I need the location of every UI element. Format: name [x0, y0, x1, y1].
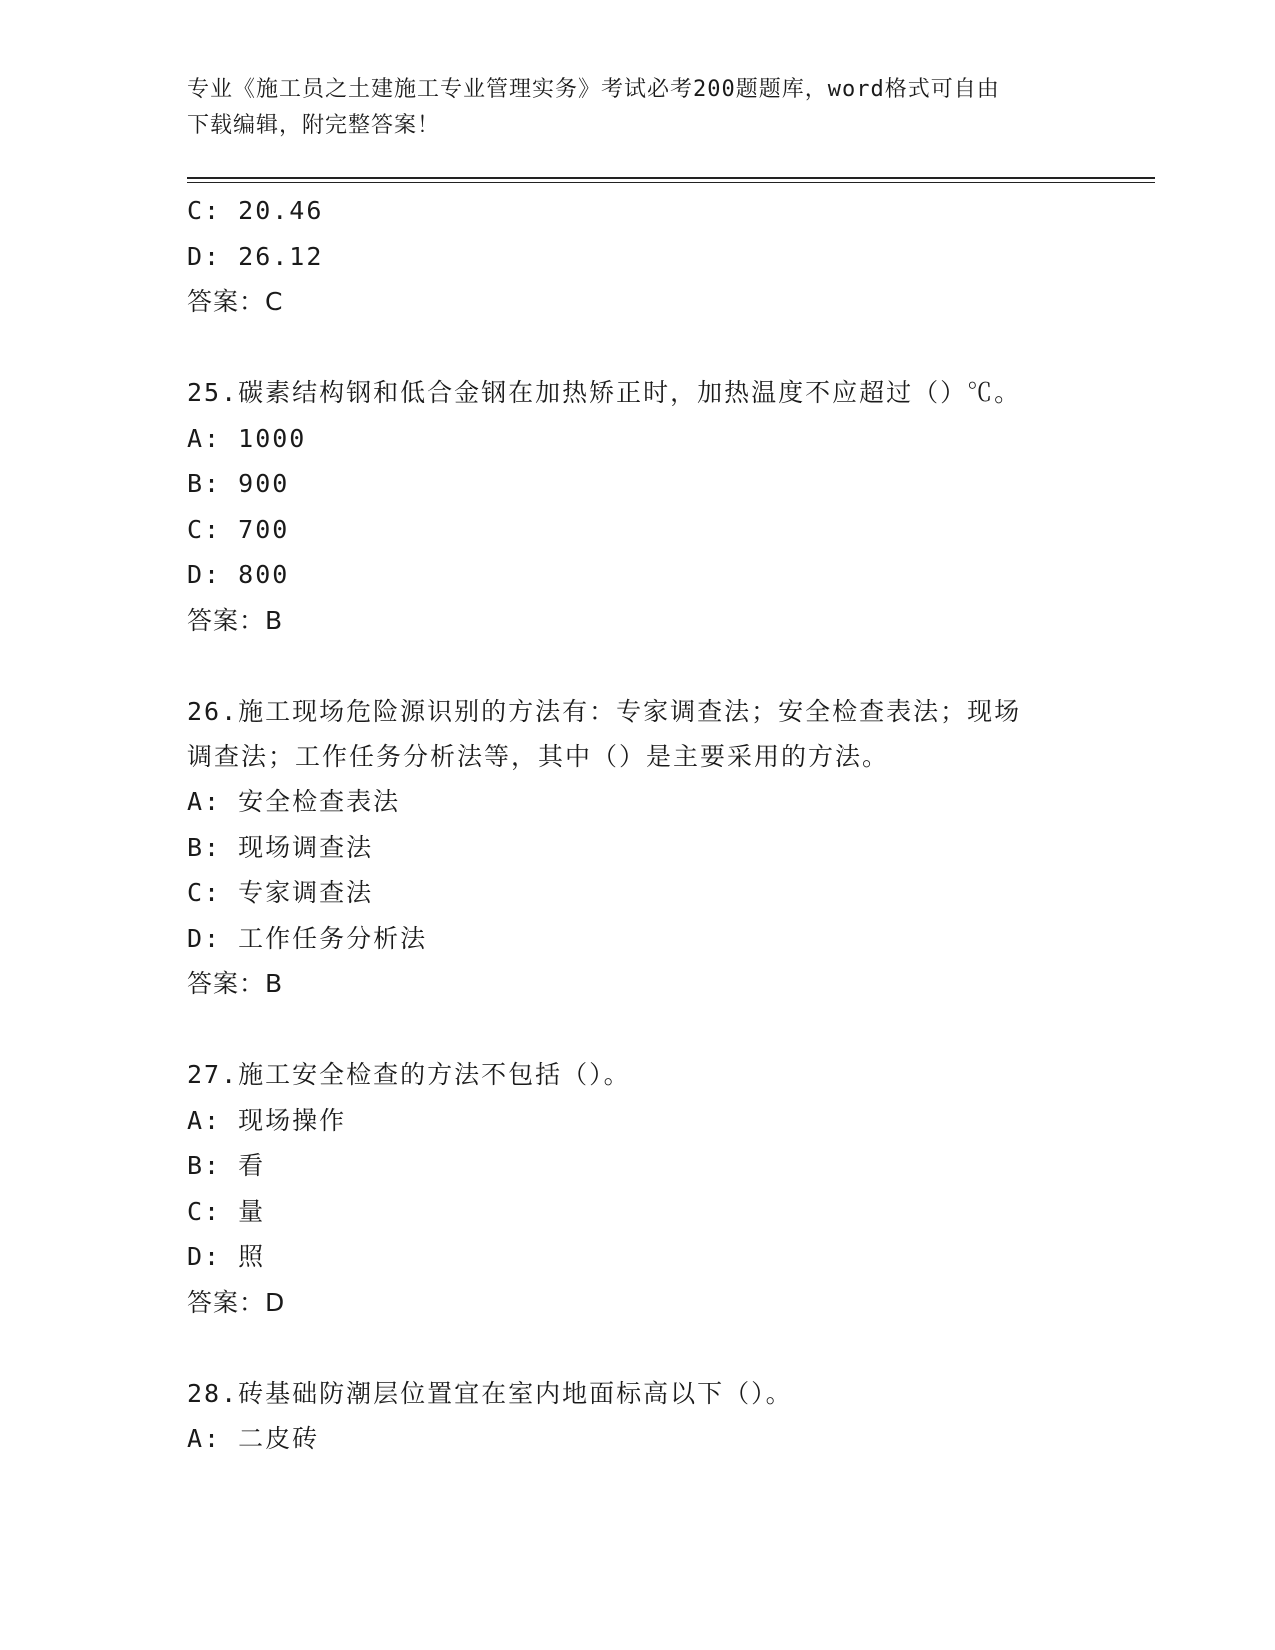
answer-line: 答案：D [187, 1287, 286, 1317]
question-stem: 28.砖基础防潮层位置宜在室内地面标高以下（）。 [187, 1378, 793, 1408]
question-stem-line-2: 调查法；工作任务分析法等，其中（）是主要采用的方法。 [187, 741, 890, 771]
header-title-line-2: 下载编辑，附完整答案！ [187, 113, 441, 138]
option-c: C: 专家调查法 [187, 878, 374, 907]
question-block-prev [187, 188, 1087, 325]
question-block-27 [187, 1052, 1087, 1325]
spacer [187, 1007, 1087, 1053]
option-d: D: 照 [187, 1242, 266, 1271]
option-b: B: 看 [187, 1151, 266, 1180]
answer-line: 答案：B [187, 969, 284, 998]
option-a: A: 1000 [187, 423, 307, 453]
option-c: C: 700 [187, 514, 290, 544]
spacer [187, 643, 1087, 689]
header-divider [187, 177, 1155, 183]
spacer [187, 325, 1087, 371]
option-d: D: 800 [187, 560, 290, 589]
question-block-26 [187, 689, 1087, 1007]
option-d: D: 26.12 [187, 241, 324, 271]
question-stem: 25.碳素结构钢和低合金钢在加热矫正时，加热温度不应超过（）℃。 [187, 378, 1022, 407]
question-block-25 [187, 370, 1087, 643]
question-list [187, 188, 1087, 1462]
option-a: A: 安全检查表法 [187, 787, 401, 816]
question-block-28 [187, 1371, 1087, 1462]
option-d: D: 工作任务分析法 [187, 923, 428, 953]
option-a: A: 现场操作 [187, 1105, 347, 1135]
option-a: A: 二皮砖 [187, 1424, 320, 1453]
question-stem-line-1: 26.施工现场危险源识别的方法有：专家调查法；安全检查表法；现场 [187, 696, 1022, 726]
answer-line: 答案：B [187, 605, 284, 635]
document-header [187, 72, 1067, 144]
option-b: B: 现场调查法 [187, 832, 374, 862]
header-title-line-1: 专业《施工员之土建施工专业管理实务》考试必考200题题库，word格式可自由 [187, 77, 1000, 102]
option-c: C: 量 [187, 1196, 266, 1226]
option-b: B: 900 [187, 469, 290, 498]
spacer [187, 1325, 1087, 1371]
answer-line: 答案：C [187, 287, 284, 316]
option-c: C: 20.46 [187, 196, 324, 225]
question-stem: 27.施工安全检查的方法不包括（）。 [187, 1060, 631, 1089]
